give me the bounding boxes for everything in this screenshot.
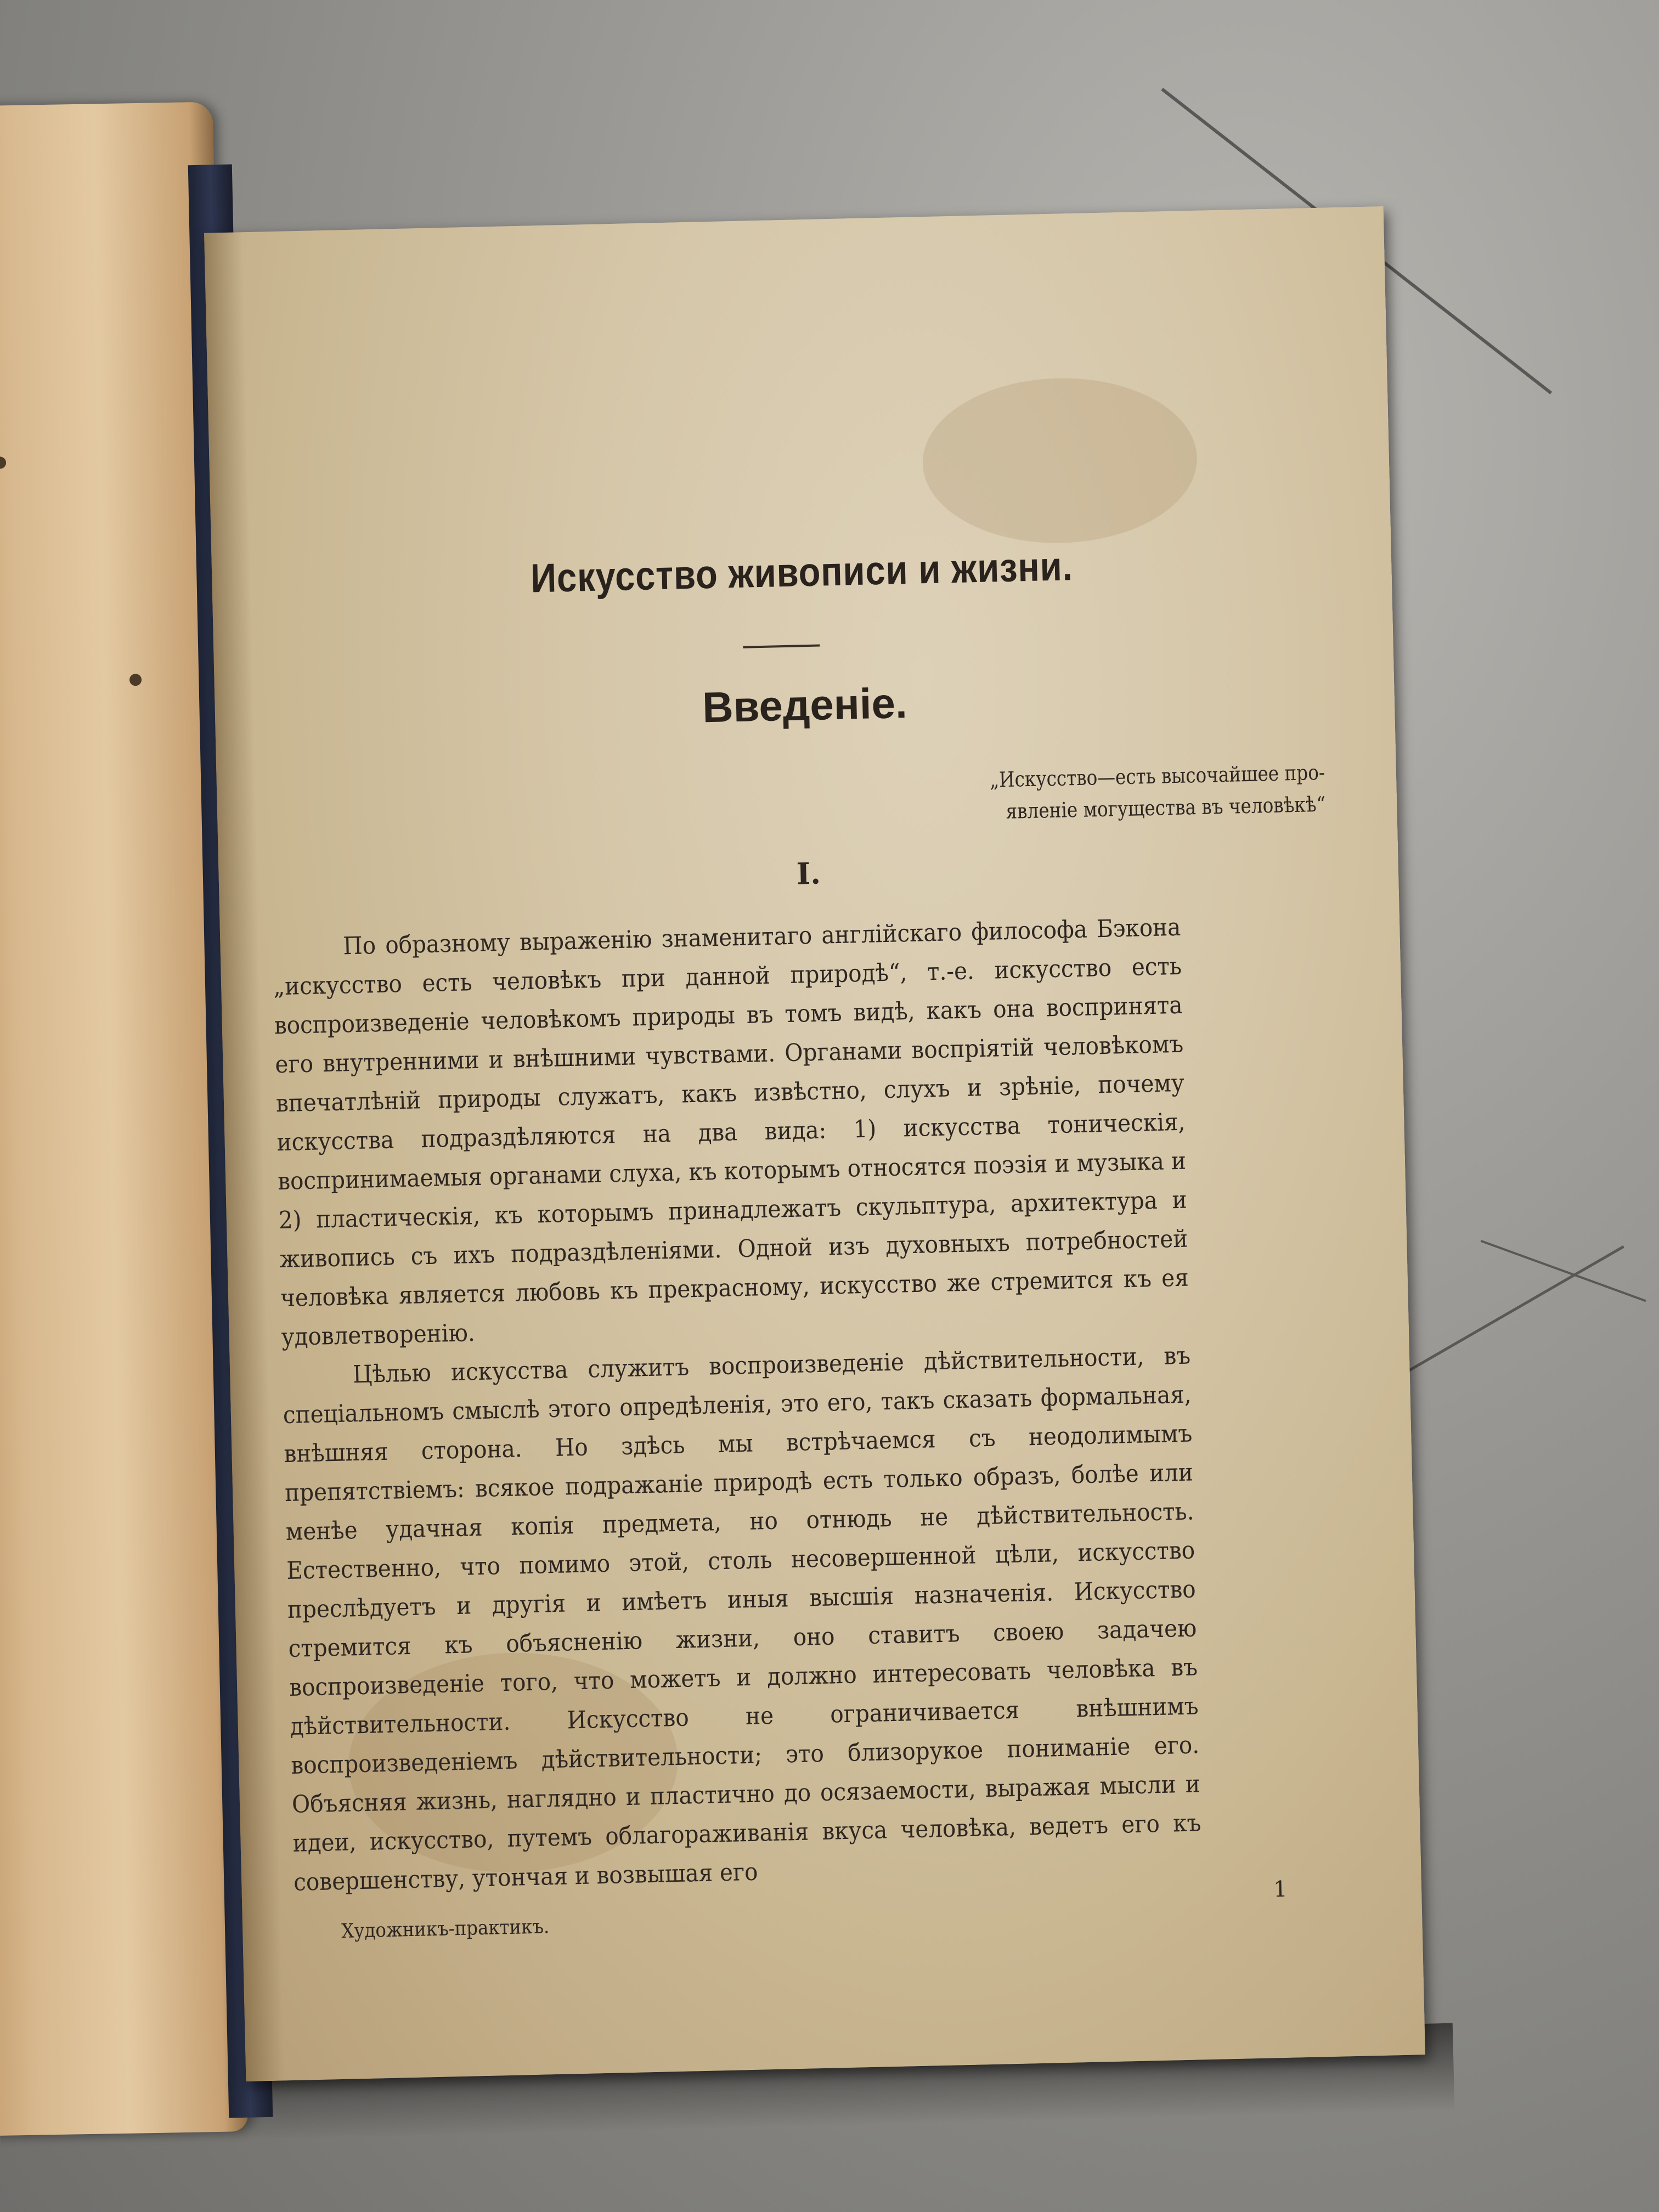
- ink-blot: [0, 456, 6, 469]
- body-text: [272, 908, 1203, 1902]
- printer-signature: Художникъ-практикъ.: [341, 1915, 550, 1943]
- floor-crack: [1404, 1245, 1624, 1374]
- page-title: Искусство живописи и жизни.: [530, 543, 1074, 601]
- epigraph-line: „Искусство—есть высочайшее про-: [989, 760, 1325, 792]
- section-number: I.: [796, 855, 821, 891]
- ink-blot: [129, 674, 142, 686]
- page-number: 1: [1273, 1876, 1288, 1903]
- paragraph: Цѣлью искусства служитъ воспроизведеніе дѣйствительности, въ спеціальномъ смыслѣ этого опредѣленія, это его, такъ сказать формальная, внѣшняя сторона. Но здѣсь мы встрѣчаемся съ неодолимымъ препятствіемъ: всякое подражаніе природѣ есть только образъ, болѣе или менѣе удачная копія предмета, но отнюдь не дѣйствительность. Естественно, что помимо этой, столь несовершенной цѣли, искусство преслѣдуетъ и другія и имѣетъ иныя высшія назначенія. Искусство стремится къ объясненію жизни, оно ставитъ своею задачею воспроизведеніе того, что можетъ и должно интересовать человѣка въ дѣйствительности. Искусство не ограничивается внѣшнимъ воспроизведеніемъ дѣйствительности; это близорукое пониманіе его. Объясняя жизнь, наглядно и пластично до осязаемости, выражая мысли и идеи, искусство, путемъ облагораживанія вкуса человѣка, ведетъ его къ совершенству, утончая и возвышая его: [283, 1341, 1201, 1897]
- title-rule: [743, 645, 820, 648]
- epigraph-line: явленіе могущества въ человѣкѣ“: [1006, 792, 1326, 823]
- paragraph: По образному выраженію знаменитаго англійскаго философа Бэкона „искусство есть человѣкъ при данной природѣ“, т.-е. искусство есть воспроизведеніе человѣкомъ природы въ томъ видѣ, какъ она воспринята его внутренними и внѣшними чувствами. Органами воспріятій человѣкомъ впечатлѣній природы служатъ, какъ извѣстно, слухъ и зрѣніе, почему искусства подраздѣляются на два вида: 1) искусства тоническія, воспринимаемыя органами слуха, къ которымъ относятся поэзія и музыка и 2) пластическія, къ которымъ принадлежатъ скульптура, архитектура и живопись съ ихъ подраздѣленіями. Одной изъ духовныхъ потребностей человѣка является любовь къ прекрасному, искусство же стремится къ ея удовлетворенію.: [273, 913, 1189, 1352]
- book-page: [204, 206, 1425, 2081]
- epigraph: [910, 757, 1326, 830]
- page-subtitle: Введеніе.: [702, 678, 908, 732]
- paper-stain: [921, 375, 1199, 546]
